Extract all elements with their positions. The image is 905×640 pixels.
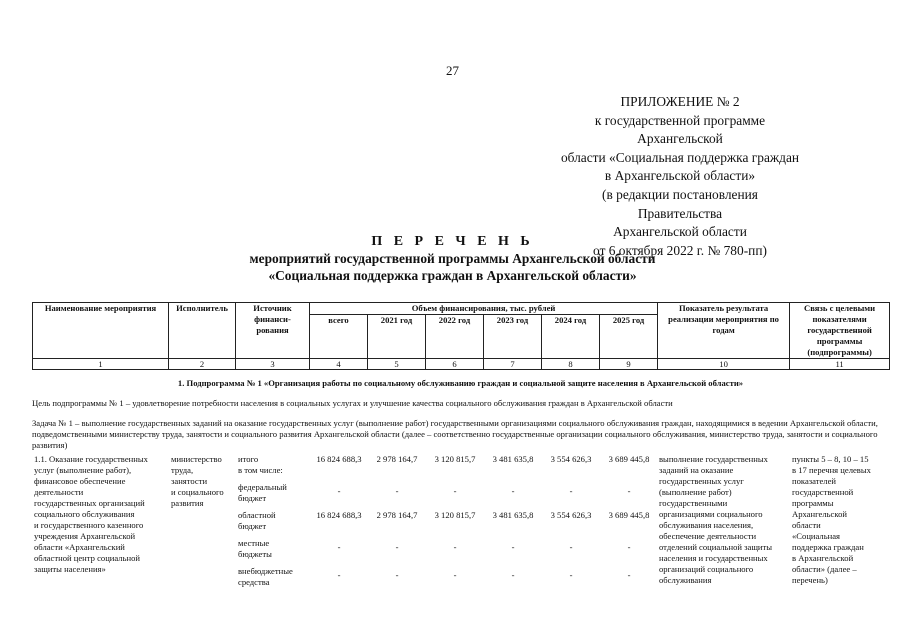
column-number: 3 (236, 359, 310, 370)
source-line: итого (238, 454, 259, 464)
link-line: программы (792, 498, 834, 508)
indicator-line: заданий на оказание (659, 465, 734, 475)
value-2022: - (453, 570, 457, 580)
indicator-line: (выполнение работ) (659, 487, 732, 497)
source-line: средства (238, 577, 270, 587)
header-2021: 2021 год (368, 315, 426, 359)
value-2021: - (395, 486, 399, 496)
link-line: поддержка граждан (792, 542, 864, 552)
value-2024: 3 554 626,3 (550, 510, 592, 520)
value-2024: 3 554 626,3 (550, 454, 592, 464)
value-total: 16 824 688,3 (316, 454, 362, 464)
link-line: области» (далее – (792, 564, 857, 574)
source-line: бюджет (238, 521, 267, 531)
header-link: Связь с целевыми показателями государственной программы (подпрограммы) (790, 303, 890, 359)
appendix-line: (в редакции постановления Правительства (602, 186, 758, 221)
goal-text: Цель подпрограммы № 1 – удовлетворение потребности населения в социальных услугах и улучшение качества социального обслуживания граждан в Архангельской области (32, 398, 673, 408)
header-2025: 2025 год (600, 315, 658, 359)
activity-name-line: областной центр социальной (34, 553, 140, 563)
value-2023: 3 481 635,8 (492, 454, 534, 464)
value-2021: 2 978 164,7 (376, 454, 418, 464)
table-body (32, 370, 889, 587)
source-cell (238, 454, 308, 476)
column-number: 11 (790, 359, 890, 370)
activity-name-line: услуг (выполнение работ), (34, 465, 132, 475)
value-total: - (337, 486, 341, 496)
value-2023: - (511, 542, 515, 552)
activity-name-line: области «Архангельский (34, 542, 125, 552)
link-line: в Архангельской (792, 553, 854, 563)
value-2021: - (395, 542, 399, 552)
header-name: Наименование мероприятия (33, 303, 169, 359)
link-line: показателей (792, 476, 837, 486)
activity-name-line: учреждения Архангельской (34, 531, 136, 541)
indicator-line: организаций социального (659, 564, 754, 574)
activity-name-line: деятельности (34, 487, 84, 497)
header-total: всего (310, 315, 368, 359)
column-number: 6 (426, 359, 484, 370)
source-cell (238, 482, 308, 504)
link-line: пункты 5 – 8, 10 – 15 (792, 454, 869, 464)
indicator-line: обслуживания (659, 575, 712, 585)
appendix-line: области «Социальная поддержка граждан (560, 149, 800, 165)
value-2023: 3 481 635,8 (492, 510, 534, 520)
column-number: 5 (368, 359, 426, 370)
value-2024: - (569, 486, 573, 496)
column-number: 7 (484, 359, 542, 370)
source-cell (238, 566, 308, 588)
value-2025: - (627, 570, 631, 580)
executor-line: развития (171, 498, 204, 508)
indicator-line: обслуживания населения, (659, 520, 754, 530)
value-2025: 3 689 445,8 (608, 454, 650, 464)
value-2025: - (627, 542, 631, 552)
value-total: - (337, 570, 341, 580)
activity-name-line: государственных организаций (34, 498, 145, 508)
source-cell (238, 510, 308, 532)
title-line-1: мероприятий государственной программы Архангельской области (249, 251, 656, 266)
column-number: 8 (542, 359, 600, 370)
appendix-line: к государственной программе Архангельской (594, 112, 766, 147)
column-number: 1 (33, 359, 169, 370)
executor-line: занятости (171, 476, 208, 486)
link-line: Архангельской (792, 509, 847, 519)
table-header (32, 302, 889, 370)
link-line: области (792, 520, 821, 530)
column-number: 10 (658, 359, 790, 370)
indicator-line: организациями социального (659, 509, 763, 519)
value-total: 16 824 688,3 (316, 510, 362, 520)
indicator-line: населения и государственных (659, 553, 768, 563)
activity-name (34, 454, 168, 575)
header-2023: 2023 год (484, 315, 542, 359)
executor-line: труда, (171, 465, 194, 475)
column-number: 9 (600, 359, 658, 370)
source-line: местные (238, 538, 270, 548)
header-volume-group: Объем финансирования, тыс. рублей (310, 303, 658, 315)
page-number: 27 (446, 63, 459, 78)
value-2021: - (395, 570, 399, 580)
link-line: перечень) (792, 575, 828, 585)
activity-name-line: и государственного казенного (34, 520, 144, 530)
value-2024: - (569, 542, 573, 552)
appendix-line: ПРИЛОЖЕНИЕ № 2 (620, 94, 740, 109)
value-2023: - (511, 570, 515, 580)
value-2025: - (627, 486, 631, 496)
indicator-line: государственными (659, 498, 728, 508)
executor-line: и социального (171, 487, 224, 497)
document-title (0, 234, 905, 284)
value-total: - (337, 542, 341, 552)
link-line: «Социальная (792, 531, 840, 541)
header-2024: 2024 год (542, 315, 600, 359)
indicator-line: государственных услуг (659, 476, 744, 486)
value-2021: 2 978 164,7 (376, 510, 418, 520)
activity-name-line: защиты населения» (34, 564, 106, 574)
indicator-line: выполнение государственных (659, 454, 768, 464)
appendix-line: Архангельской области (613, 224, 747, 240)
source-line: в том числе: (238, 465, 283, 475)
column-number: 4 (310, 359, 368, 370)
header-executor: Исполнитель (169, 303, 236, 359)
header-source: Источник финанси-рования (236, 303, 310, 359)
source-line: федеральный (238, 482, 287, 492)
link-line: государственной (792, 487, 854, 497)
value-2022: 3 120 815,7 (434, 454, 476, 464)
activity-name-line: 1.1. Оказание государственных (34, 454, 148, 464)
title-line-2: «Социальная поддержка граждан в Архангельской области» (268, 268, 637, 283)
column-number: 2 (169, 359, 236, 370)
value-2022: - (453, 486, 457, 496)
activity-name-line: финансовое обеспечение (34, 476, 126, 486)
task-text: Задача № 1 – выполнение государственных заданий на оказание государственных услуг (выполнение работ) государственными организациями социального обслуживания граждан, находящимися в ведении Архангельской области, подведомственными министерству труда, занятости и социального развития Архангельской области (далее – соответственно государственные организации социального обслуживания, министерство труда, занятости и социального развития) (32, 418, 878, 450)
indicator-line: отделений социальной защиты (659, 542, 773, 552)
appendix-line: в Архангельской области» (604, 168, 756, 184)
title-main: П Е Р Е Ч Е Н Ь (371, 234, 534, 249)
source-line: бюджет (238, 493, 267, 503)
source-line: бюджеты (238, 549, 272, 559)
appendix-line: от 6 октября 2022 г. № 780-пп) (593, 242, 767, 258)
executor-line: министерство (171, 454, 222, 464)
source-line: внебюджетные (238, 566, 293, 576)
header-2022: 2022 год (426, 315, 484, 359)
value-2025: 3 689 445,8 (608, 510, 650, 520)
value-2024: - (569, 570, 573, 580)
activity-link (792, 454, 889, 586)
subprogram-heading: 1. Подпрограмма № 1 «Организация работы по социальному обслуживанию граждан и социальной защите населения в Архангельской области» (177, 378, 744, 388)
activity-row (32, 454, 889, 594)
value-2023: - (511, 486, 515, 496)
value-2022: - (453, 542, 457, 552)
activity-name-line: социального обслуживания (34, 509, 135, 519)
link-line: в 17 перечня целевых (792, 465, 871, 475)
value-2022: 3 120 815,7 (434, 510, 476, 520)
header-indicator: Показатель результата реализации мероприятия по годам (658, 303, 790, 359)
source-cell (238, 538, 308, 560)
indicator-line: обеспечение деятельности (659, 531, 757, 541)
source-line: областной (238, 510, 276, 520)
activity-indicator (659, 454, 789, 586)
activity-executor (171, 454, 237, 509)
